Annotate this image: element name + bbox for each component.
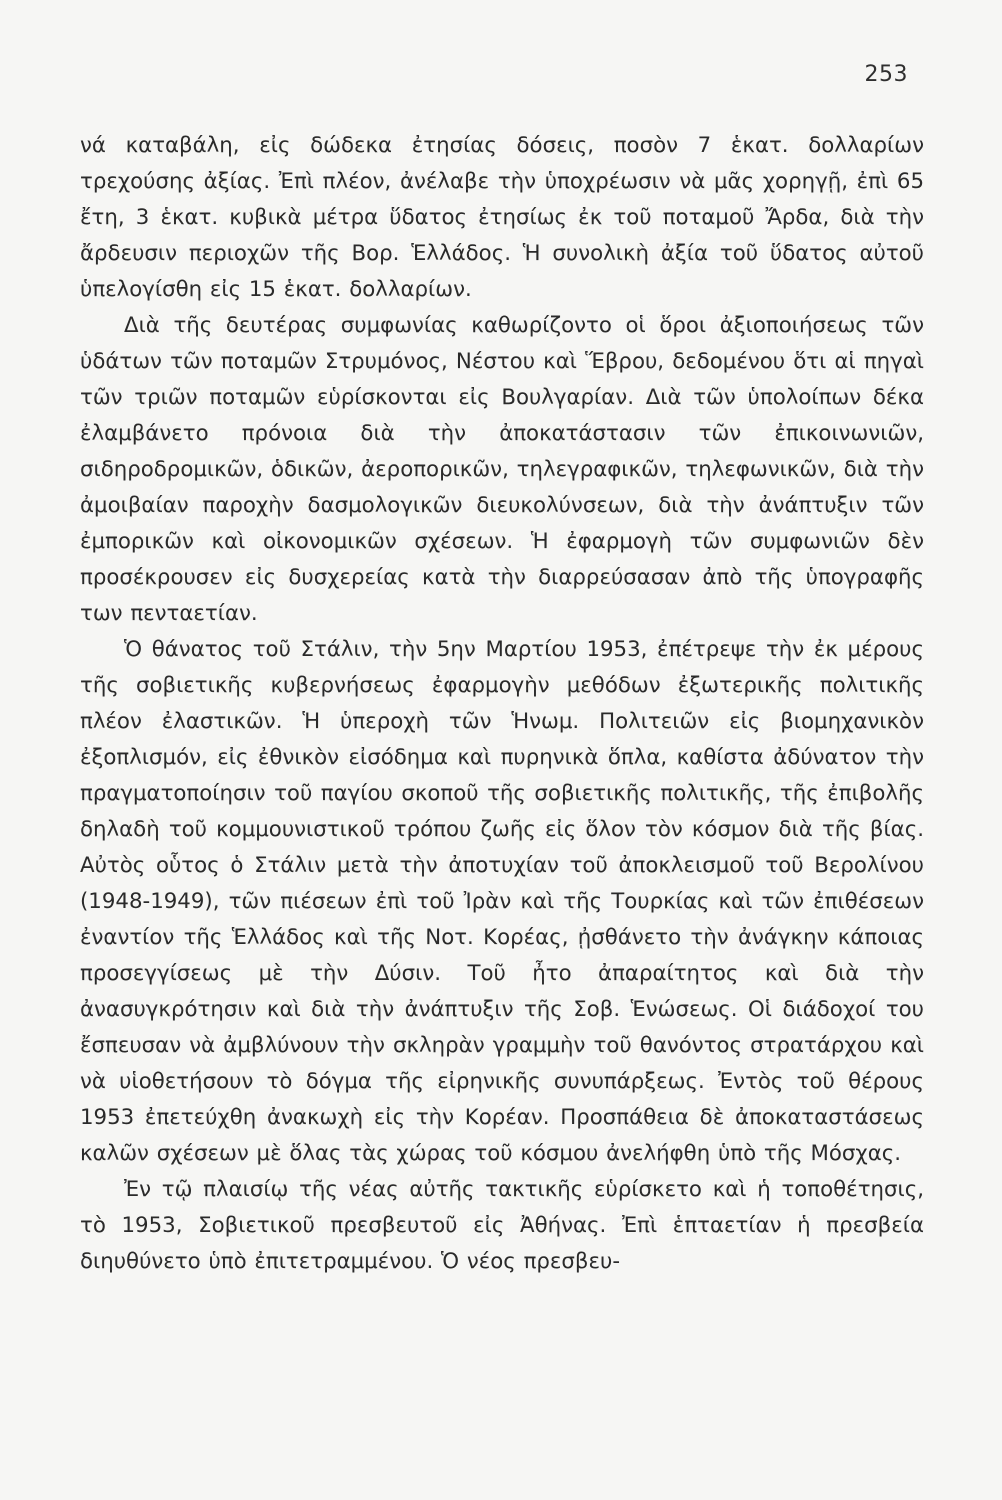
body-text	[80, 128, 924, 1280]
paragraph-4: Ἐν τῷ πλαισίῳ τῆς νέας αὐτῆς τακτικῆς εὑρίσκετο καὶ ἡ τοποθέτησις, τὸ 1953, Σοβιετικοῦ πρεσβευτοῦ εἰς Ἀθήνας. Ἐπὶ ἑπταετίαν ἡ πρεσβεία διηυθύνετο ὑπὸ ἐπιτετραμμένου. Ὁ νέος πρεσβευ-	[80, 1177, 924, 1274]
page-number: 253	[864, 62, 908, 87]
paragraph-1: νά καταβάλη, εἰς δώδεκα ἐτησίας δόσεις, ποσὸν 7 ἑκατ. δολλαρίων τρεχούσης ἀξίας. Ἐπὶ πλέον, ἀνέλαβε τὴν ὑποχρέωσιν νὰ μᾶς χορηγῇ, ἐπὶ 65 ἔτη, 3 ἑκατ. κυβικὰ μέτρα ὕδατος ἐτησίως ἐκ τοῦ ποταμοῦ Ἄρδα, διὰ τὴν ἄρδευσιν περιοχῶν τῆς Βορ. Ἑλλάδος. Ἡ συνολικὴ ἀξία τοῦ ὕδατος αὐτοῦ ὑπελογίσθη εἰς 15 ἑκατ. δολλαρίων.	[80, 133, 924, 302]
paragraph-2: Διὰ τῆς δευτέρας συμφωνίας καθωρίζοντο οἱ ὅροι ἀξιοποιήσεως τῶν ὑδάτων τῶν ποταμῶν Στρυμόνος, Νέστου καὶ Ἕβρου, δεδομένου ὅτι αἱ πηγαὶ τῶν τριῶν ποταμῶν εὑρίσκονται εἰς Βουλγαρίαν. Διὰ τῶν ὑπολοίπων δέκα ἐλαμβάνετο πρόνοια διὰ τὴν ἀποκατάστασιν τῶν ἐπικοινωνιῶν, σιδηροδρομικῶν, ὁδικῶν, ἀεροπορικῶν, τηλεγραφικῶν, τηλεφωνικῶν, διὰ τὴν ἀμοιβαίαν παροχὴν δασμολογικῶν διευκολύνσεων, διὰ τὴν ἀνάπτυξιν τῶν ἐμπορικῶν καὶ οἰκονομικῶν σχέσεων. Ἡ ἐφαρμογὴ τῶν συμφωνιῶν δὲν προσέκρουσεν εἰς δυσχερείας κατὰ τὴν διαρρεύσασαν ἀπὸ τῆς ὑπογραφῆς των πενταετίαν.	[80, 313, 924, 626]
paragraph-3: Ὁ θάνατος τοῦ Στάλιν, τὴν 5ην Μαρτίου 1953, ἐπέτρεψε τὴν ἐκ μέρους τῆς σοβιετικῆς κυβερνήσεως ἐφαρμογὴν μεθόδων ἐξωτερικῆς πολιτικῆς πλέον ἐλαστικῶν. Ἡ ὑπεροχὴ τῶν Ἡνωμ. Πολιτειῶν εἰς βιομηχανικὸν ἐξοπλισμόν, εἰς ἐθνικὸν εἰσόδημα καὶ πυρηνικὰ ὅπλα, καθίστα ἀδύνατον τὴν πραγματοποίησιν τοῦ παγίου σκοποῦ τῆς σοβιετικῆς πολιτικῆς, τῆς ἐπιβολῆς δηλαδὴ τοῦ κομμουνιστικοῦ τρόπου ζωῆς εἰς ὅλον τὸν κόσμον διὰ τῆς βίας. Αὐτὸς οὗτος ὁ Στάλιν μετὰ τὴν ἀποτυχίαν τοῦ ἀποκλεισμοῦ τοῦ Βερολίνου (1948-1949), τῶν πιέσεων ἐπὶ τοῦ Ἰρὰν καὶ τῆς Τουρκίας καὶ τῶν ἐπιθέσεων ἐναντίον τῆς Ἑλλάδος καὶ τῆς Νοτ. Κορέας, ᾐσθάνετο τὴν ἀνάγκην κάποιας προσεγγίσεως μὲ τὴν Δύσιν. Τοῦ ἦτο ἀπαραίτητος καὶ διὰ τὴν ἀνασυγκρότησιν καὶ διὰ τὴν ἀνάπτυξιν τῆς Σοβ. Ἑνώσεως. Οἱ διάδοχοί του ἔσπευσαν νὰ ἀμβλύνουν τὴν σκληρὰν γραμμὴν τοῦ θανόντος στρατάρχου καὶ νὰ υἱοθετήσουν τὸ δόγμα τῆς εἰρηνικῆς συνυπάρξεως. Ἐντὸς τοῦ θέρους 1953 ἐπετεύχθη ἀνακωχὴ εἰς τὴν Κορέαν. Προσπάθεια δὲ ἀποκαταστάσεως καλῶν σχέσεων μὲ ὅλας τὰς χώρας τοῦ κόσμου ἀνελήφθη ὑπὸ τῆς Μόσχας.	[80, 637, 924, 1166]
